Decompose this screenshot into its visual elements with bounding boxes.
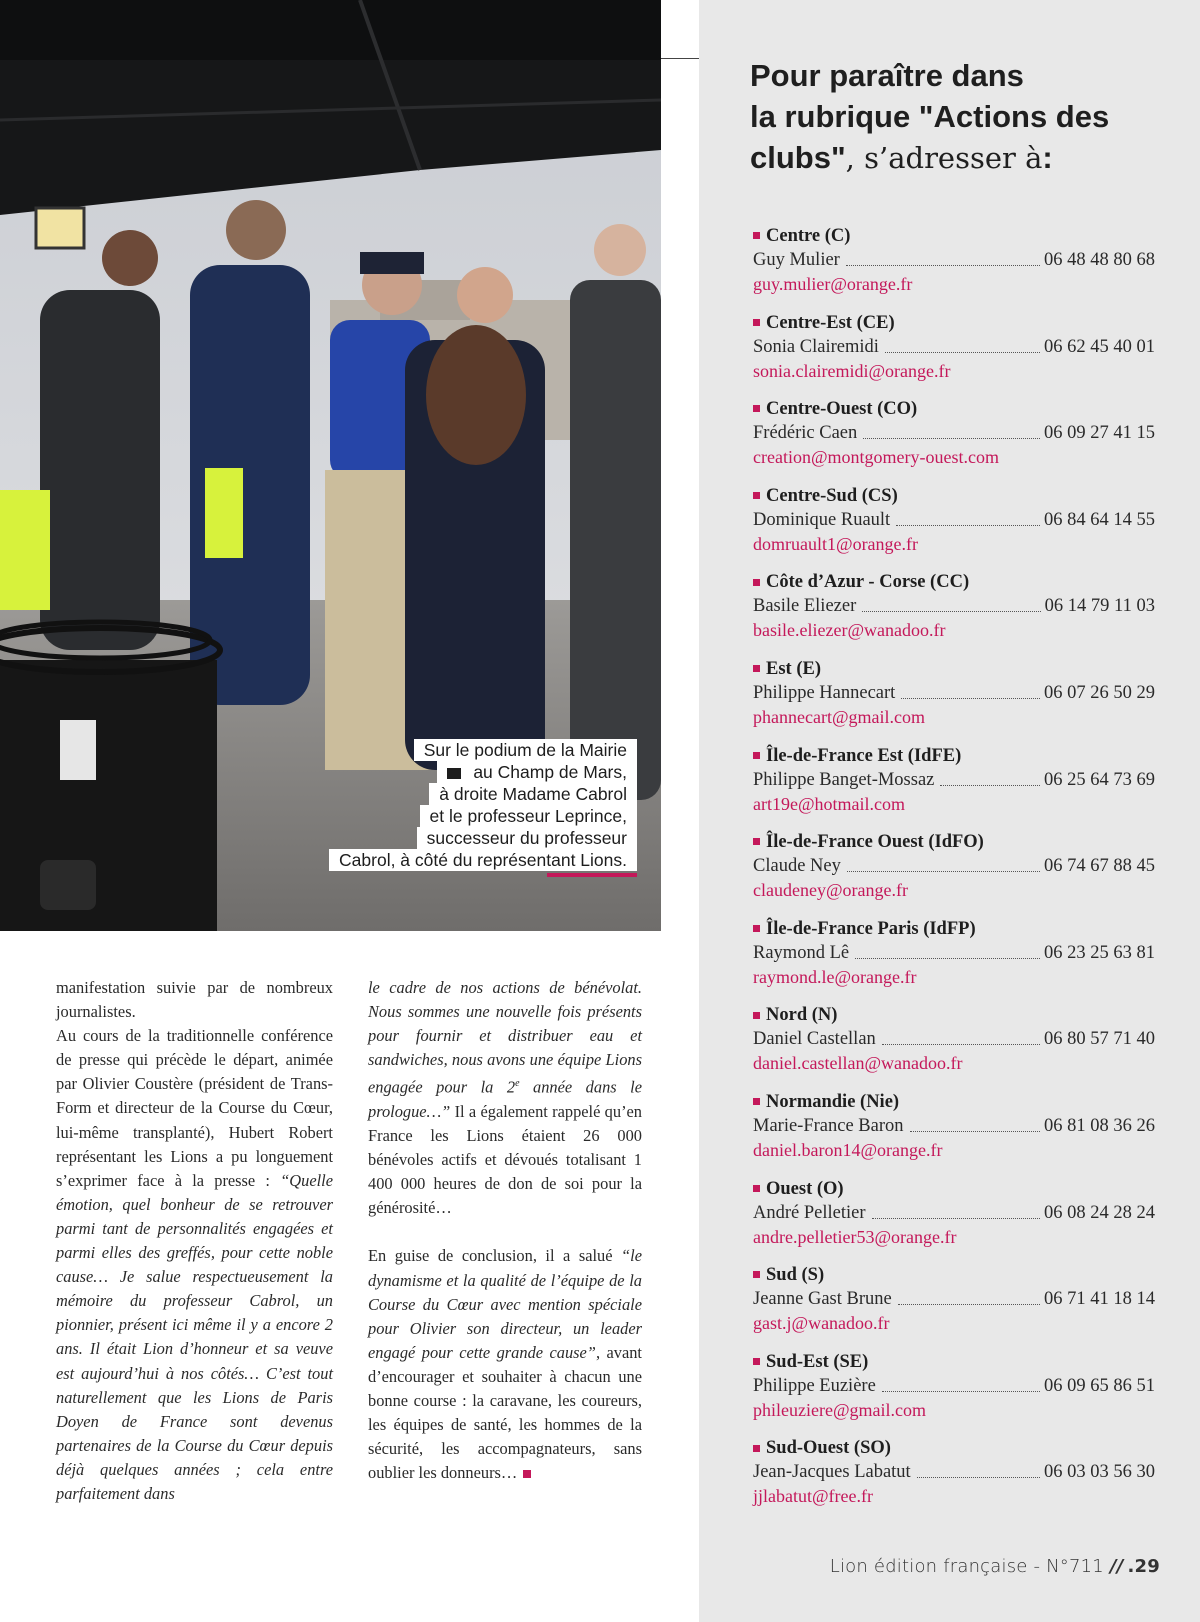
contact-list bbox=[753, 224, 1155, 1523]
contact-region bbox=[753, 1090, 1155, 1114]
article-paragraph: manifestation suivie par de nombreux journalistes. bbox=[56, 978, 333, 1022]
contact-email-link[interactable]: andre.pelletier53@orange.fr bbox=[753, 1226, 957, 1247]
caption-accent-bar bbox=[547, 873, 637, 877]
article-text: En guise de conclusion, il a salué bbox=[368, 1246, 622, 1266]
contact-row bbox=[753, 1460, 1155, 1484]
contact-name: Basile Eliezer bbox=[753, 596, 857, 617]
caption-line: successeur du professeur bbox=[417, 827, 637, 849]
contact-region-label: Normandie (Nie) bbox=[766, 1091, 900, 1112]
sidebar-title-line: Pour paraître dans bbox=[750, 58, 1024, 93]
dot-leader bbox=[855, 958, 1040, 959]
caption-square-icon bbox=[447, 768, 461, 779]
contact-name: Sonia Clairemidi bbox=[753, 336, 879, 357]
end-mark-icon bbox=[523, 1470, 531, 1478]
contact-entry bbox=[753, 917, 1155, 1004]
contact-region-label: Est (E) bbox=[766, 658, 821, 679]
article-text: , avant d’encourager et souhaiter à chacun une bonne course : la caravane, les coureurs, les équipes de santé, les hommes de la sécurité, les accompagnateurs, sans oublier les donneurs… bbox=[368, 1342, 642, 1483]
dot-leader bbox=[882, 1044, 1040, 1045]
dot-leader bbox=[872, 1218, 1041, 1219]
contact-phone: 06 14 79 11 03 bbox=[1044, 596, 1155, 617]
photo-caption bbox=[329, 739, 637, 871]
contact-email-link[interactable]: creation@montgomery-ouest.com bbox=[753, 447, 1000, 468]
contact-region-label: Nord (N) bbox=[766, 1005, 838, 1026]
contact-entry bbox=[753, 1003, 1155, 1090]
dot-leader bbox=[898, 1304, 1040, 1305]
contact-region-label: Ouest (O) bbox=[766, 1178, 844, 1199]
contact-name: Frédéric Caen bbox=[753, 423, 858, 444]
dot-leader bbox=[847, 871, 1040, 872]
contact-name: Daniel Castellan bbox=[753, 1029, 876, 1050]
contact-name: Dominique Ruault bbox=[753, 509, 891, 530]
event-photo bbox=[0, 0, 661, 931]
contact-region bbox=[753, 224, 1155, 248]
bullet-square-icon bbox=[753, 319, 760, 326]
dot-leader bbox=[885, 352, 1040, 353]
contact-phone: 06 25 64 73 69 bbox=[1044, 769, 1155, 790]
contact-entry bbox=[753, 311, 1155, 398]
article-paragraph bbox=[368, 1244, 642, 1485]
contact-row bbox=[753, 768, 1155, 792]
contact-email-link[interactable]: daniel.castellan@wanadoo.fr bbox=[753, 1053, 963, 1074]
contact-email-link[interactable]: phannecart@gmail.com bbox=[753, 706, 926, 727]
contact-email-link[interactable]: domruault1@orange.fr bbox=[753, 533, 919, 554]
contact-row bbox=[753, 1287, 1155, 1311]
contact-region-label: Centre-Sud (CS) bbox=[766, 485, 898, 506]
dot-leader bbox=[940, 785, 1040, 786]
contact-entry bbox=[753, 744, 1155, 831]
article-text: Il a également rappelé qu’en France les Lions étaient 26 000 bénévoles actifs et dévoués totalisant 1 400 000 heures de don de soi pour la générosité… bbox=[368, 1101, 642, 1218]
dot-leader bbox=[896, 525, 1040, 526]
contact-region-label: Île-de-France Est (IdFE) bbox=[766, 745, 962, 766]
caption-line: et le professeur Leprince, bbox=[420, 805, 637, 827]
article-quote: “le dynamisme et la qualité de l’équipe de la Course du Cœur avec mention spéciale pour Olivier son directeur, un leader engagé pour cette grande cause” bbox=[368, 1246, 642, 1362]
dot-leader bbox=[917, 1477, 1040, 1478]
contact-region-label: Centre-Est (CE) bbox=[766, 312, 895, 333]
contact-row bbox=[753, 941, 1155, 965]
article-quote: “Quelle émotion, quel bonheur de se retrouver parmi tant de personnalités engagées et parmi elles des greffés, pour cette noble cause… Je salue respectueusement la mémoire du professeur Cabrol, un pionnier, présent ici même il y a encore 2 ans. Il était Lion d’honneur et sa veuve est aujourd’hui à nos côtés… C’est tout naturellement que les Lions de Paris Doyen de France sont devenus partenaires de la Course du Cœur depuis déjà quelques années ; cela entre parfaitement dans bbox=[56, 1170, 333, 1503]
contact-row bbox=[753, 335, 1155, 359]
contact-entry bbox=[753, 1263, 1155, 1350]
contact-email-link[interactable]: phileuziere@gmail.com bbox=[753, 1399, 927, 1420]
bullet-square-icon bbox=[753, 405, 760, 412]
contact-entry bbox=[753, 1436, 1155, 1523]
dot-leader bbox=[863, 438, 1040, 439]
caption-line: Sur le podium de la Mairie bbox=[414, 739, 637, 761]
contact-phone: 06 07 26 50 29 bbox=[1044, 682, 1155, 703]
bullet-square-icon bbox=[753, 1185, 760, 1192]
contact-region-label: Sud (S) bbox=[766, 1265, 825, 1286]
contact-name: Philippe Euzière bbox=[753, 1375, 876, 1396]
caption-line: à droite Madame Cabrol bbox=[429, 783, 637, 805]
contact-phone: 06 03 03 56 30 bbox=[1044, 1462, 1155, 1483]
contact-region-label: Île-de-France Ouest (IdFO) bbox=[766, 832, 984, 853]
contact-region bbox=[753, 1436, 1155, 1460]
contact-email-link[interactable]: daniel.baron14@orange.fr bbox=[753, 1139, 943, 1160]
bullet-square-icon bbox=[753, 492, 760, 499]
contact-region-label: Île-de-France Paris (IdFP) bbox=[766, 918, 976, 939]
contact-region bbox=[753, 484, 1155, 508]
bullet-square-icon bbox=[753, 1358, 760, 1365]
article-text: Au cours de la traditionnelle conférence de presse qui précède le départ, animée par Olivier Coustère (président de Trans-Form et directeur de la Course du Cœur, lui-même transplanté), Hubert Robert représentant les Lions a pu longuement s’exprimer face à la presse : bbox=[56, 1026, 333, 1190]
contact-region bbox=[753, 397, 1155, 421]
bullet-square-icon bbox=[753, 752, 760, 759]
sidebar-title-colon: : bbox=[1042, 140, 1053, 175]
contact-region bbox=[753, 311, 1155, 335]
contact-phone: 06 09 27 41 15 bbox=[1044, 423, 1155, 444]
article-paragraph bbox=[368, 976, 642, 1220]
contact-phone: 06 08 24 28 24 bbox=[1044, 1202, 1155, 1223]
contact-region-label: Sud-Est (SE) bbox=[766, 1351, 869, 1372]
contact-entry bbox=[753, 397, 1155, 484]
page-footer bbox=[830, 1556, 1160, 1577]
contact-region bbox=[753, 917, 1155, 941]
contact-name: Guy Mulier bbox=[753, 250, 840, 270]
contact-name: André Pelletier bbox=[753, 1202, 866, 1223]
contact-region bbox=[753, 657, 1155, 681]
contact-phone: 06 48 48 80 68 bbox=[1044, 250, 1155, 270]
contact-entry bbox=[753, 830, 1155, 917]
contact-region bbox=[753, 1003, 1155, 1027]
bullet-square-icon bbox=[753, 665, 760, 672]
contact-region bbox=[753, 1177, 1155, 1201]
dot-leader bbox=[901, 698, 1040, 699]
sidebar-title bbox=[750, 55, 1170, 179]
contact-email-link[interactable]: raymond.le@orange.fr bbox=[753, 966, 917, 987]
bullet-square-icon bbox=[753, 838, 760, 845]
contact-entry bbox=[753, 1350, 1155, 1437]
contact-name: Jean-Jacques Labatut bbox=[753, 1462, 911, 1483]
dot-leader bbox=[846, 265, 1040, 266]
contact-entry bbox=[753, 224, 1155, 311]
contact-region bbox=[753, 1350, 1155, 1374]
bullet-square-icon bbox=[753, 1012, 760, 1019]
article-quote: le cadre de nos actions de bénévolat. Nous sommes une nouvelle fois présents pour fournir et distribuer eau et sandwiches, nous avons une équipe Lions engagée pour la 2 bbox=[368, 978, 642, 1097]
contact-row bbox=[753, 1374, 1155, 1398]
caption-line: Cabrol, à côté du représentant Lions. bbox=[329, 849, 637, 871]
contact-entry bbox=[753, 657, 1155, 744]
contact-name: Philippe Hannecart bbox=[753, 682, 896, 703]
contact-row bbox=[753, 594, 1155, 618]
contact-row bbox=[753, 854, 1155, 878]
contact-phone: 06 74 67 88 45 bbox=[1044, 856, 1155, 877]
dot-leader bbox=[882, 1391, 1040, 1392]
footer-separator: // bbox=[1109, 1556, 1124, 1577]
sidebar-title-line: la rubrique "Actions des bbox=[750, 99, 1110, 134]
contact-entry bbox=[753, 1177, 1155, 1264]
contact-name: Claude Ney bbox=[753, 856, 841, 877]
article-column-1 bbox=[56, 976, 333, 1506]
contact-phone: 06 62 45 40 01 bbox=[1044, 336, 1155, 357]
caption-line: au Champ de Mars, bbox=[473, 762, 627, 782]
contact-email-link[interactable]: art19e@hotmail.com bbox=[753, 793, 906, 814]
contact-region bbox=[753, 1263, 1155, 1287]
contact-email-link[interactable]: gast.j@wanadoo.fr bbox=[753, 1313, 890, 1334]
dot-leader bbox=[862, 611, 1040, 612]
contact-phone: 06 71 41 18 14 bbox=[1044, 1289, 1155, 1310]
top-divider bbox=[661, 58, 699, 59]
bullet-square-icon bbox=[753, 232, 760, 239]
contact-entry bbox=[753, 1090, 1155, 1177]
page-number: .29 bbox=[1127, 1556, 1160, 1577]
contact-region-label: Centre (C) bbox=[766, 226, 851, 246]
contact-row bbox=[753, 1027, 1155, 1051]
dot-leader bbox=[910, 1131, 1040, 1132]
contact-name: Marie-France Baron bbox=[753, 1115, 904, 1136]
contact-name: Raymond Lê bbox=[753, 942, 850, 963]
contact-phone: 06 23 25 63 81 bbox=[1044, 942, 1155, 963]
bullet-square-icon bbox=[753, 925, 760, 932]
contact-row bbox=[753, 421, 1155, 445]
sidebar-title-line: clubs" bbox=[750, 140, 846, 175]
contact-row bbox=[753, 508, 1155, 532]
contact-row bbox=[753, 1114, 1155, 1138]
contact-region bbox=[753, 744, 1155, 768]
bullet-square-icon bbox=[753, 1098, 760, 1105]
bullet-square-icon bbox=[753, 1445, 760, 1452]
contact-region bbox=[753, 830, 1155, 854]
bullet-square-icon bbox=[753, 579, 760, 586]
contact-region-label: Centre-Ouest (CO) bbox=[766, 399, 918, 420]
article-column-2 bbox=[368, 976, 642, 1485]
contact-phone: 06 09 65 86 51 bbox=[1044, 1375, 1155, 1396]
contact-email-link[interactable]: basile.eliezer@wanadoo.fr bbox=[753, 620, 946, 641]
contact-email-link[interactable]: sonia.clairemidi@orange.fr bbox=[753, 360, 951, 381]
contact-name: Philippe Banget-Mossaz bbox=[753, 769, 935, 790]
contact-row bbox=[753, 1201, 1155, 1225]
contact-row bbox=[753, 248, 1155, 272]
article-quote: année dans le prologue…” bbox=[368, 1077, 642, 1121]
article-superscript: e bbox=[515, 1078, 520, 1090]
contact-region bbox=[753, 570, 1155, 594]
bullet-square-icon bbox=[753, 1271, 760, 1278]
sidebar-title-light: , s’adresser à bbox=[845, 141, 1043, 175]
contact-region-label: Côte d’Azur - Corse (CC) bbox=[766, 572, 970, 593]
contact-email-link[interactable]: claudeney@orange.fr bbox=[753, 880, 908, 901]
contact-entry bbox=[753, 484, 1155, 571]
contact-phone: 06 81 08 36 26 bbox=[1044, 1115, 1155, 1136]
contact-email-link[interactable]: guy.mulier@orange.fr bbox=[753, 274, 913, 294]
publication-name: Lion édition française - N°711 bbox=[829, 1556, 1104, 1577]
contact-email-link[interactable]: jjlabatut@free.fr bbox=[753, 1486, 874, 1507]
contact-row bbox=[753, 681, 1155, 705]
contact-phone: 06 84 64 14 55 bbox=[1044, 509, 1155, 530]
contact-name: Jeanne Gast Brune bbox=[753, 1289, 892, 1310]
contact-region-label: Sud-Ouest (SO) bbox=[766, 1438, 891, 1459]
contact-phone: 06 80 57 71 40 bbox=[1044, 1029, 1155, 1050]
contact-entry bbox=[753, 570, 1155, 657]
article-paragraph bbox=[56, 1024, 333, 1506]
